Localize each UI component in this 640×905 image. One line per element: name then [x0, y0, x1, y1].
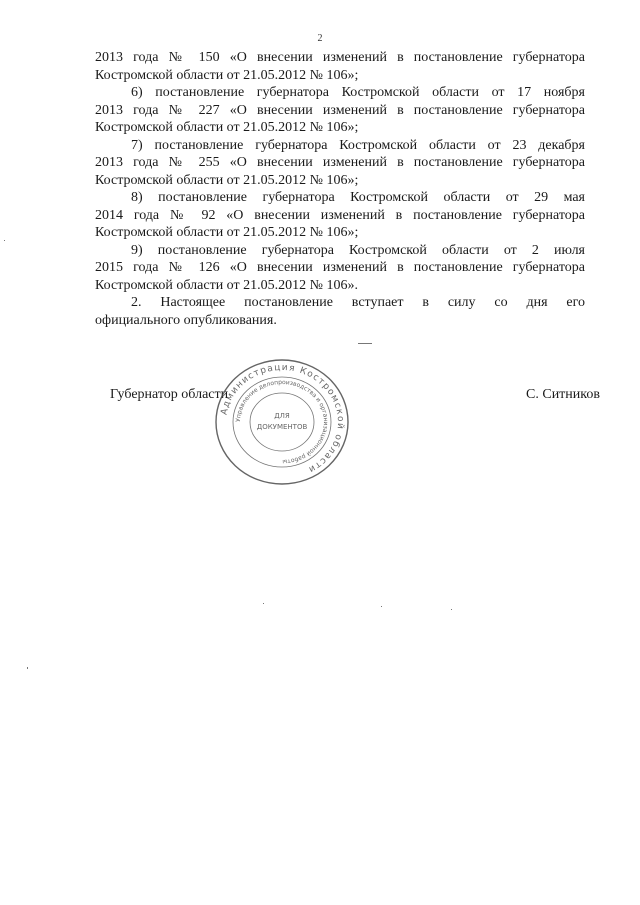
seal-outer-text: Администрация Костромской области — [219, 362, 346, 475]
text-line: 2. Настоящее постановление вступает в силу со дня его — [131, 295, 585, 310]
paragraph — [95, 84, 585, 137]
text-line: 2013 года № 150 «О внесении изменений в постановление губернатора — [95, 50, 585, 65]
text-line: 9) постановление губернатора Костромской области от 2 июля — [131, 242, 585, 258]
paragraph — [95, 189, 585, 242]
text-line: 2013 года № 227 «О внесении изменений в постановление губернатора — [95, 102, 585, 118]
paragraph — [95, 49, 585, 84]
official-seal-stamp — [213, 358, 351, 486]
page-number: 2 — [317, 33, 323, 44]
scan-speck — [263, 603, 264, 604]
seal-inner-ring — [250, 393, 314, 451]
signatory-name: С. Ситников — [526, 387, 600, 402]
paragraph — [95, 294, 585, 329]
text-line: 2015 года № 126 «О внесении изменений в постановление губернатора — [95, 260, 585, 275]
text-line: 8) постановление губернатора Костромской области от 29 мая — [131, 190, 585, 205]
scan-mark — [358, 343, 372, 344]
text-line: Костромской области от 21.05.2012 № 106»; — [95, 225, 359, 240]
text-line: 6) постановление губернатора Костромской области от 17 ноября — [131, 85, 585, 100]
document-body — [95, 49, 585, 329]
seal-center-line-2: ДОКУМЕНТОВ — [256, 423, 308, 431]
paragraph — [95, 242, 585, 295]
paragraph — [95, 137, 585, 190]
text-line: Костромской области от 21.05.2012 № 106»; — [95, 120, 359, 135]
scan-speck — [451, 609, 452, 610]
text-line: 7) постановление губернатора Костромской области от 23 декабря — [131, 137, 585, 153]
signatory-position: Губернатор области — [110, 387, 229, 402]
text-line: Костромской области от 21.05.2012 № 106»; — [95, 67, 359, 83]
text-line: Костромской области от 21.05.2012 № 106»; — [95, 172, 359, 188]
seal-inner-text: Управление делопроизводства и организационной работы — [234, 378, 330, 466]
seal-center-line-1: ДЛЯ — [274, 412, 290, 420]
scan-speck — [27, 667, 28, 669]
seal-middle-ring — [233, 377, 331, 467]
text-line: официального опубликования. — [95, 312, 277, 328]
scan-speck — [4, 240, 5, 241]
text-line: 2013 года № 255 «О внесении изменений в постановление губернатора — [95, 155, 585, 170]
scan-speck — [381, 606, 382, 607]
text-line: Костромской области от 21.05.2012 № 106». — [95, 277, 358, 293]
text-line: 2014 года № 92 «О внесении изменений в постановление губернатора — [95, 207, 585, 223]
